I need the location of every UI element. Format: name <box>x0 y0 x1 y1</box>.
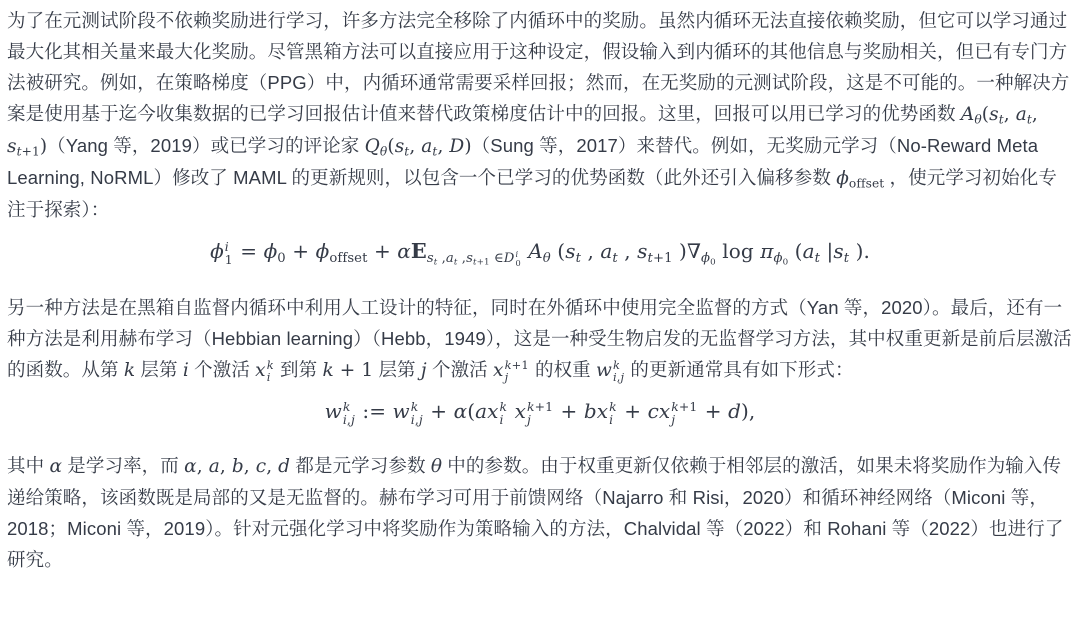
paragraph-meta-learned-parameters: 其中 α 是学习率，而 α, a, b, c, d 都是元学习参数 θ 中的参数。由于权重更新仅依赖于相邻层的激活，如果未将奖励作为输入传递给策略，该函数既是局部的又是无监督的。赫布学习可用于前馈网络（Najarro 和 Risi，2020）和循环神经网络（Miconi 等，2018；Miconi 等，2019）。针对元强化学习中将奖励作为策略输入的方法，Chalvidal 等（2022）和 Rohani 等（2022）也进行了研究。 <box>7 454 1064 570</box>
paragraph-reward-free-learning: 为了在元测试阶段不依赖奖励进行学习，许多方法完全移除了内循环中的奖励。虽然内循环无法直接依赖奖励，但它可以学习通过最大化其相关量来最大化奖励。尽管黑箱方法可以直接应用于这种设定，假设输入到内循环的其他信息与奖励相关，但已有专门方法被研究。例如，在策略梯度（PPG）中，内循环通常需要采样回报；然而，在无奖励的元测试阶段，这是不可能的。一种解决方案是使用基于迄今收集数据的已学习回报估计值来替代政策梯度估计中的回报。这里，回报可以用已学习的优势函数 $A_\theta(s_t$, $a_t$, $s_{t+1})(Yang$ 等，2019）或已学习的评论家 $Q_\theta(s_t$, $a_t$, D)（Sung 等，2017）来替代。例如，无奖励元学习（No-Reward Meta Learning, NoRML）修改了 MAML 的更新规则，以包含一个已学习的优势函数（此外还引入偏移参数 $\phi_{offset}$ ，使元学习初始化专注于探索）： <box>7 10 1070 220</box>
equation-norml-update-rule: ϕ i 1 = $\phi_0 + \phi_{offset} + \alpha E_{s_t ,a_t ,s_{t+1} \in D i 0}$ $A_\theta$ ($s_t$ , $a_t$ , $s_{t+1}$ )$\nabla_{\phi_0}$ $\log \pi_{\phi_0}$ ($a_t$ $|s_t$ ). <box>210 238 870 269</box>
equation-hebbian-weight-update: w k i,j := w k i,j + α(ax k i x k+1 j + bx k i + cx k+1 j + d), <box>324 398 756 427</box>
paragraph-hebbian-learning: 另一种方法是在黑箱自监督内循环中利用人工设计的特征，同时在外循环中使用完全监督的方式（Yan 等，2020）。最后，还有一种方法是利用赫布学习（Hebbian learning）（Hebb，1949），这是一种受生物启发的无监督学习方法，其中权重更新是前后层激活的函数。从第 k 层第 i 个激活 x k i 到第 k + 1 层第 j 个激活 x k+1 j 的权重 w k i,j 的更新通常具有如下形式： <box>7 296 1072 385</box>
